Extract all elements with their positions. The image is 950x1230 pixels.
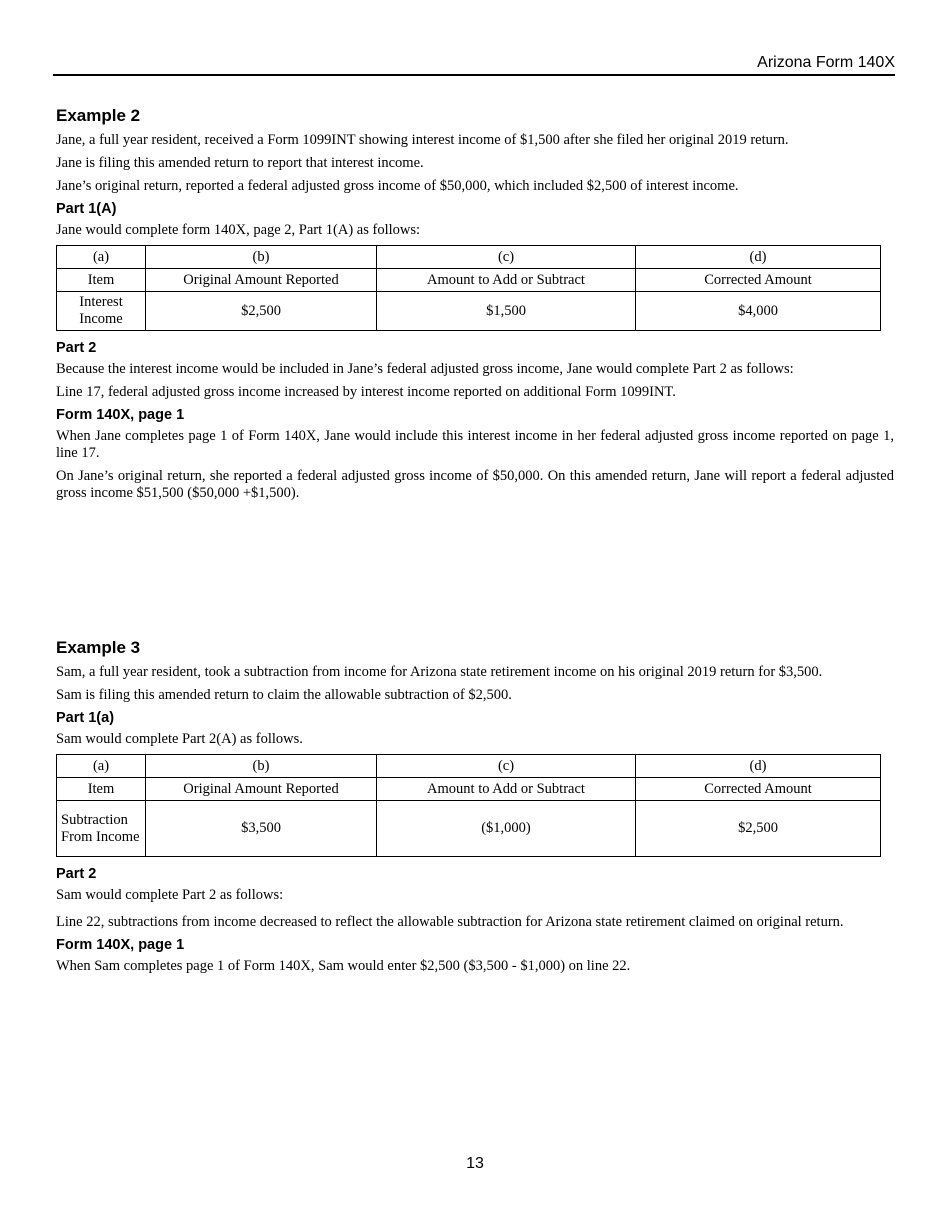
table-header-cell: Item (57, 778, 146, 801)
example-3-intro-2: Sam is filing this amended return to claim the allowable subtraction of $2,500. (56, 687, 512, 703)
example-2-page1-heading: Form 140X, page 1 (56, 407, 185, 423)
table-header-cell: Original Amount Reported (146, 778, 377, 801)
example-3-part2-heading: Part 2 (56, 866, 97, 882)
table-cell: $4,000 (636, 292, 881, 331)
example-2-part1-heading: Part 1(A) (56, 201, 117, 217)
page-content (56, 106, 894, 981)
example-2-section (56, 106, 894, 502)
table-header-cell: Amount to Add or Subtract (377, 778, 636, 801)
table-cell: ($1,000) (377, 801, 636, 857)
table-header-cell: Corrected Amount (636, 269, 881, 292)
table-cell-item: Subtraction From Income (57, 801, 146, 857)
table-cell: (a) (57, 755, 146, 778)
table-header-cell: Corrected Amount (636, 778, 881, 801)
example-3-intro-1: Sam, a full year resident, took a subtraction from income for Arizona state retirement income on his original 2019 return for $3,500. (56, 664, 823, 680)
example-2-intro-3: Jane’s original return, reported a federal adjusted gross income of $50,000, which included $2,500 of interest income. (56, 178, 739, 194)
example-2-part2-line-1: Because the interest income would be included in Jane’s federal adjusted gross income, Jane would complete Part 2 as follows: (56, 361, 794, 377)
table-cell: (d) (636, 755, 881, 778)
example-2-part1-text: Jane would complete form 140X, page 2, Part 1(A) as follows: (56, 222, 421, 238)
table-header-cell: Amount to Add or Subtract (377, 269, 636, 292)
example-3-part2-line-2: Line 22, subtractions from income decreased to reflect the allowable subtraction for Arizona state retirement claimed on original return. (56, 914, 844, 930)
table-row (57, 801, 881, 857)
example-3-part2-line-1: Sam would complete Part 2 as follows: (56, 887, 284, 903)
example-3-section (56, 638, 894, 975)
table-header-cell: Item (57, 269, 146, 292)
page-header (53, 52, 895, 76)
example-3-part1-text: Sam would complete Part 2(A) as follows. (56, 731, 303, 747)
example-3-table (56, 754, 881, 857)
example-2-part2-heading: Part 2 (56, 340, 97, 356)
table-cell: (c) (377, 755, 636, 778)
table-cell: (b) (146, 246, 377, 269)
table-letter-row (57, 755, 881, 778)
page-number: 13 (466, 1155, 484, 1172)
example-2-heading: Example 2 (56, 106, 141, 125)
example-3-page1-heading: Form 140X, page 1 (56, 937, 185, 953)
table-header-row (57, 269, 881, 292)
table-cell: (d) (636, 246, 881, 269)
example-3-part1-heading: Part 1(a) (56, 710, 115, 726)
table-cell: $2,500 (636, 801, 881, 857)
example-2-intro-2: Jane is filing this amended return to report that interest income. (56, 155, 424, 171)
example-3-page1-line-1: When Sam completes page 1 of Form 140X, Sam would enter $2,500 ($3,500 - $1,000) on line 22. (56, 958, 631, 974)
table-cell-item: Interest Income (57, 292, 146, 331)
example-3-heading: Example 3 (56, 638, 141, 657)
table-cell: (c) (377, 246, 636, 269)
table-header-cell: Original Amount Reported (146, 269, 377, 292)
example-2-page1-line-1: When Jane completes page 1 of Form 140X, Jane would include this interest income in her federal adjusted gross income reported on page 1, line 17. (56, 428, 894, 461)
table-letter-row (57, 246, 881, 269)
example-2-intro-1: Jane, a full year resident, received a Form 1099INT showing interest income of $1,500 after she filed her original 2019 return. (56, 132, 789, 148)
table-cell: $2,500 (146, 292, 377, 331)
example-2-page1-line-2: On Jane’s original return, she reported a federal adjusted gross income of $50,000. On this amended return, Jane will report a federal adjusted gross income $51,500 ($50,000 +$1,500). (56, 468, 894, 501)
table-cell: $3,500 (146, 801, 377, 857)
section-spacer (56, 508, 894, 638)
table-cell: (a) (57, 246, 146, 269)
form-title: Arizona Form 140X (757, 54, 895, 71)
example-2-part2-line-2: Line 17, federal adjusted gross income increased by interest income reported on additional Form 1099INT. (56, 384, 676, 400)
example-2-table (56, 245, 881, 331)
table-header-row (57, 778, 881, 801)
table-cell: (b) (146, 755, 377, 778)
table-row (57, 292, 881, 331)
table-cell: $1,500 (377, 292, 636, 331)
